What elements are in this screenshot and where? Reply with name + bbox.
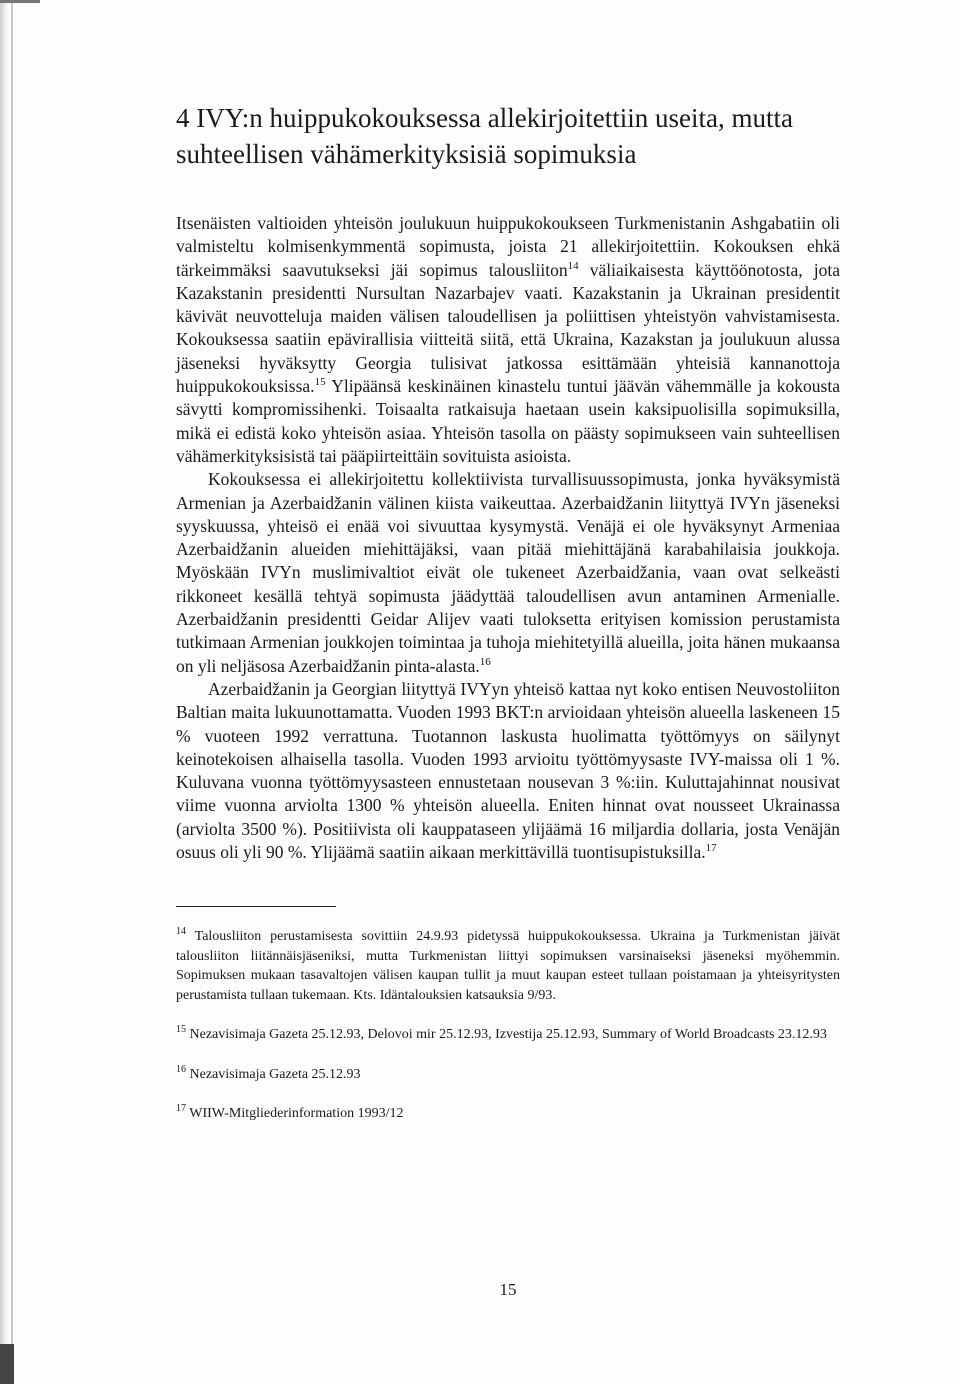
footnote-ref-17[interactable]: 17 [705,842,717,855]
footnote-divider [176,906,336,907]
scan-bottom-mark [0,1344,14,1384]
footnote-number: 14 [176,926,186,938]
footnote-text: Nezavisimaja Gazeta 25.12.93, Delovoi mir 25.12.93, Izvestija 25.12.93, Summary of World Broadcasts 23.12.93 [186,1027,827,1043]
heading-line-1: 4 IVY:n huippukokouksessa allekirjoitettiin useita, mutta [176,103,793,133]
scan-binding-line [11,0,13,1384]
paragraph-3-text: Azerbaidžanin ja Georgian liityttyä IVYyn yhteisö kattaa nyt koko entisen Neuvostoliiton Baltian maita lukuunottamatta. Vuoden 1993 BKT:n arvioidaan yhteisön alueella laskeneen 15 % vuoteen 1992 verrattuna. Tuotannon laskusta huolimatta työttömyys on säilynyt keinotekoisen alhaisella tasolla. Vuoden 1993 arvioitu työttömyysaste IVY-maissa oli 1 %. Kuluvana vuonna työttömyysasteen ennustetaan nousevan 3 %:iin. Kuluttajahinnat nousivat viime vuonna arviolta 1300 % yhteisön alueella. Eniten hinnat ovat nousseet Ukrainassa (arviolta 3500 %). Positiivista oli kauppataseen ylijäämä 16 miljardia dollaria, josta Venäjän osuus oli yli 90 %. Ylijäämä saatiin aikaan merkittävillä tuontisupistuksilla. [176,678,840,863]
scan-edge-shadow [0,0,10,1384]
paragraph-1-part-1: Itsenäisten valtioiden yhteisön joulukuun huippukokoukseen Turkmenistanin Ashgabatiin oli valmisteltu kolmisenkymmentä sopimusta, joista 21 allekirjoitettiin. Kokouksen ehkä tärkeimmäksi saavutukseksi jäi sopimus talousliiton [176,213,840,280]
footnote-ref-14[interactable]: 14 [567,259,579,272]
paragraph-2-text: Kokouksessa ei allekirjoitettu kollektiivista turvallisuussopimusta, jonka hyväksymistä Armenian ja Azerbaidžanin välinen kiista vaikeuttaa. Azerbaidžanin liityttyä IVYn jäseneksi syyskuussa, yhteisö ei enää voi sivuuttaa kysymystä. Venäjä ei ole hyväksynyt Armeniaa Azerbaidžanin alueiden miehittäjäksi, vaan pitää miehittäjänä karabahilaisia joukkoja. Myöskään IVYn muslimivaltiot eivät ole tukeneet Azerbaidžania, vaan ovat selkeästi rikkoneet kesällä tehtyä sopimusta jäädyttää taloudellisen avun antaminen Armenialle. Azerbaidžanin presidentti Geidar Alijev vaati tuloksetta erityisen komission perustamista tutkimaan Armenian joukkojen toimintaa ja tuhoja miehitetyillä alueilla, joita hänen mukaansa on yli neljäsosa Azerbaidžanin pinta-alasta. [176,469,840,676]
heading-line-2: suhteellisen vähämerkityksisiä sopimuksia [176,139,637,169]
paragraph-1-part-2: väliaikaisesta käyttöönotosta, jota Kazakstanin presidentti Nursultan Nazarbajev vaati. Kazakstanin ja Ukrainan presidentit kävivät neuvotteluja maiden välisen taloudellisen ja poliittisen yhteistyön vahvistamisesta. Kokouksessa saatiin epävirallisia viitteitä siitä, että Ukraina, Kazakstan ja joulukuun alussa jäseneksi hyväksytty Georgia tulisivat jatkossa esittämään yhteisiä kannanottoja huippukokouksissa. [176,259,840,397]
page-number: 15 [499,1280,517,1299]
section-heading [176,100,840,172]
footnote-ref-16[interactable]: 16 [479,655,491,668]
footnote-number: 15 [176,1024,186,1036]
footnote-text: Talousliiton perustamisesta sovittiin 24.9.93 pidetyssä huippukokouksessa. Ukraina ja Turkmenistan jäivät talousliiton liitännäisjäseniksi, mutta Turkmenistan liittyi sopimuksen varsinaiseksi jäseneksi myöhemmin. Sopimuksen mukaan tasavaltojen välisen kaupan tullit ja muut kaupan esteet tullaan poistamaan ja yhteisyritysten perustamista tullaan tukemaan. Kts. Idäntalouksien katsauksia 9/93. [176,929,840,1003]
paragraph-3 [176,678,840,864]
footnote-15 [176,1025,840,1045]
footnote-14 [176,927,840,1005]
footnote-17 [176,1104,840,1124]
footnote-ref-15[interactable]: 15 [314,376,326,389]
paragraph-1-part-3: Ylipäänsä keskinäinen kinastelu tuntui jäävän vähemmälle ja kokousta sävytti kompromissihenki. Toisaalta ratkaisuja haetaan usein kaksipuolisilla sopimuksilla, mikä ei edistä koko yhteisön asiaa. Yhteisön tasolla on päästy sopimukseen vain suhteellisen vähämerkityksisistä tai pääpiirteittäin sovituista asioista. [176,376,840,466]
paragraph-2 [176,468,840,678]
footnote-text: Nezavisimaja Gazeta 25.12.93 [186,1066,361,1082]
footnote-16 [176,1065,840,1085]
paragraph-1 [176,212,840,468]
document-page [176,100,840,1299]
scan-corner-mark [0,0,40,3]
footnote-number: 17 [176,1103,186,1115]
footnote-number: 16 [176,1063,186,1075]
footnote-text: WIIW-Mitgliederinformation 1993/12 [186,1106,404,1122]
